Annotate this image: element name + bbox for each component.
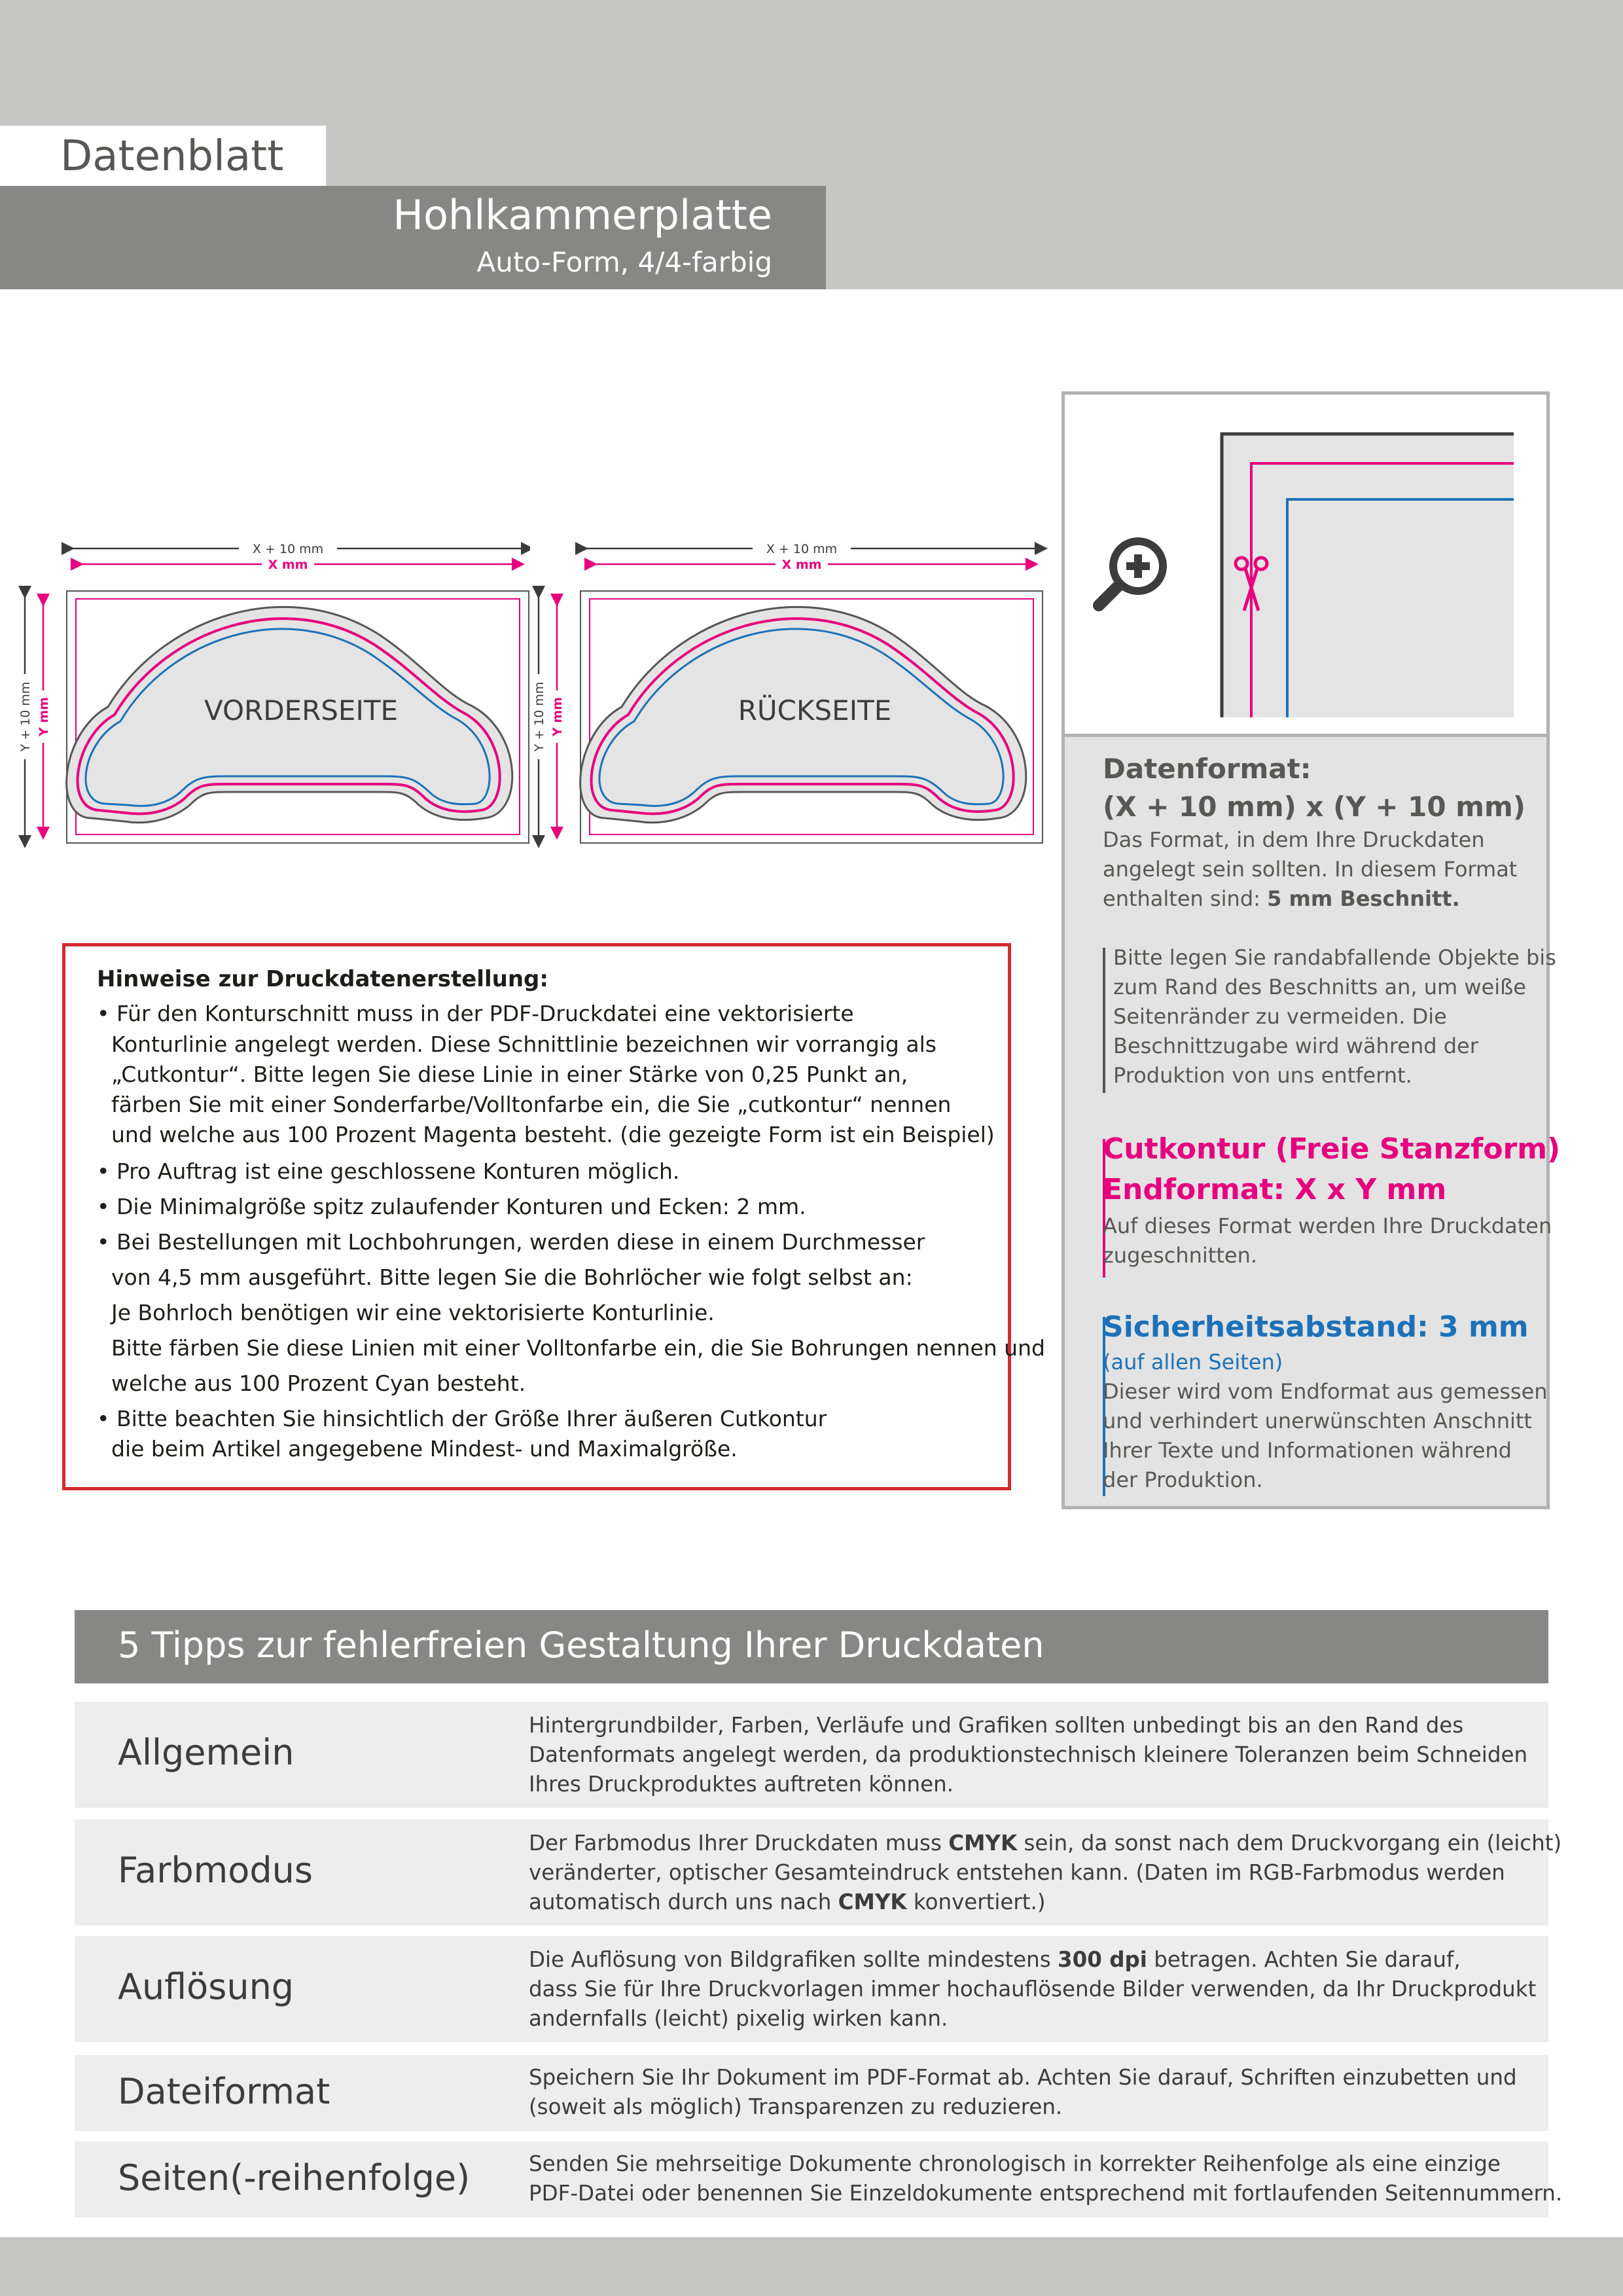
front-width-inner: X mm xyxy=(268,558,308,572)
print-hints-box xyxy=(62,943,1045,1490)
product-variant: Auto-Form, 4/4-farbig xyxy=(476,246,772,278)
back-width-outer: X + 10 mm xyxy=(766,542,838,556)
front-diagram xyxy=(13,530,530,851)
bleed-amount: 5 mm Beschnitt. xyxy=(1267,886,1460,911)
tip-row-allgemein xyxy=(75,1702,1548,1808)
front-diagram-svg xyxy=(13,530,530,851)
hint-line: • Bei Bestellungen mit Lochbohrungen, werden diese in einem Durchmesser xyxy=(97,1229,925,1255)
hint-line: Je Bohrloch benötigen wir eine vektorisierte Konturlinie. xyxy=(111,1300,715,1325)
hint-line: • Pro Auftrag ist eine geschlossene Konturen möglich. xyxy=(97,1158,680,1184)
safety-sub: (auf allen Seiten) xyxy=(1103,1350,1283,1374)
tip-label: Dateiformat xyxy=(118,2071,330,2112)
tip-row-farbmodus xyxy=(75,1820,1562,1926)
front-width-outer: X + 10 mm xyxy=(252,542,324,556)
safety-text: und verhindert unerwünschten Anschnitt xyxy=(1103,1408,1532,1433)
safety-text: der Produktion. xyxy=(1103,1467,1263,1492)
print-hints-title: Hinweise zur Druckdatenerstellung: xyxy=(97,966,548,992)
magnifier-plus-icon xyxy=(1099,537,1167,605)
datasheet-label: Datenblatt xyxy=(60,132,284,181)
tip-label: Allgemein xyxy=(118,1732,294,1773)
cut-contour-title: Cutkontur (Freie Stanzform) xyxy=(1103,1132,1561,1166)
bleed-bar xyxy=(1103,948,1105,1093)
footer-band xyxy=(0,2237,1623,2296)
data-format-title: Datenformat: xyxy=(1103,753,1311,785)
tip-text: Die Auflösung von Bildgrafiken sollte mindestens 300 dpi betragen. Achten Sie darauf, dass Sie für Ihre Druckvorlagen immer hochauflösende Bilder verwenden, da Ihr Druckprodukt andernfalls (leicht) pixelig wirken kann. xyxy=(529,1947,1537,2031)
tip-row-aufloesung xyxy=(75,1936,1548,2042)
tip-text: Hintergrundbilder, Farben, Verläufe und Grafiken sollten unbedingt bis an den Rand des Datenformats angelegt werden, da produktionstechnisch kleinere Toleranzen beim Schneiden Ihres Druckproduktes auftreten können. xyxy=(529,1713,1528,1797)
hint-line: die beim Artikel angegebene Mindest- und Maximalgröße. xyxy=(111,1436,738,1462)
tip-row-dateiformat xyxy=(75,2055,1548,2131)
safety-text: Dieser wird vom Endformat aus gemessen xyxy=(1103,1379,1548,1404)
hint-line: • Bitte beachten Sie hinsichtlich der Größe Ihrer äußeren Cutkontur xyxy=(97,1406,827,1431)
tip-label: Auflösung xyxy=(118,1966,294,2007)
back-width-inner: X mm xyxy=(781,558,822,572)
tip-text: Speichern Sie Ihr Dokument im PDF-Format ab. Achten Sie darauf, Schriften einzubetten und (soweit als möglich) Transparenzen zu reduzieren. xyxy=(529,2065,1517,2119)
info-panel xyxy=(1061,737,1561,1509)
back-diagram xyxy=(527,530,1050,851)
hint-line: • Die Minimalgröße spitz zulaufender Konturen und Ecken: 2 mm. xyxy=(97,1194,806,1219)
hint-line: „Cutkontur“. Bitte legen Sie diese Linie in einer Stärke von 0,25 Punkt an, xyxy=(111,1062,908,1087)
tips-header xyxy=(75,1610,1548,1683)
tip-label: Farbmodus xyxy=(118,1850,313,1891)
hint-line: von 4,5 mm ausgeführt. Bitte legen Sie die Bohrlöcher wie folgt selbst an: xyxy=(111,1265,913,1290)
tip-text: Senden Sie mehrseitige Dokumente chronologisch in korrekter Reihenfolge als eine einzige PDF-Datei oder benennen Sie Einzeldokumente entsprechend mit fortlaufenden Seitennummern. xyxy=(529,2151,1563,2206)
zoom-detail-panel xyxy=(1061,391,1550,737)
hint-line: Konturlinie angelegt werden. Diese Schnittlinie bezeichnen wir vorrangig als xyxy=(111,1031,936,1057)
hint-line: Bitte färben Sie diese Linien mit einer Volltonfarbe ein, die Sie Bohrungen nennen und xyxy=(111,1335,1045,1361)
tips-title: 5 Tipps zur fehlerfreien Gestaltung Ihrer Druckdaten xyxy=(118,1624,1044,1666)
bleed-text: Produktion von uns entfernt. xyxy=(1113,1063,1412,1088)
back-height-outer: Y + 10 mm xyxy=(532,681,546,752)
data-format-text: enthalten sind: 5 mm Beschnitt. xyxy=(1103,886,1460,911)
tip-label: Seiten(-reihenfolge) xyxy=(118,2157,471,2198)
datasheet-label-box xyxy=(0,126,326,186)
back-side-label: RÜCKSEITE xyxy=(738,694,892,726)
hint-line: färben Sie mit einer Sonderfarbe/Volltonfarbe ein, die Sie „cutkontur“ nennen xyxy=(111,1092,952,1117)
bleed-text: zum Rand des Beschnitts an, um weiße xyxy=(1113,975,1526,999)
front-side-label: VORDERSEITE xyxy=(204,694,399,726)
product-title-box xyxy=(0,186,826,289)
product-title: Hohlkammerplatte xyxy=(393,191,772,239)
data-format-size: (X + 10 mm) x (Y + 10 mm) xyxy=(1103,791,1525,823)
final-format-title: Endformat: X x Y mm xyxy=(1103,1173,1447,1206)
bleed-text: Beschnittzugabe wird während der xyxy=(1113,1033,1478,1058)
tip-text: Der Farbmodus Ihrer Druckdaten muss CMYK sein, da sonst nach dem Druckvorgang ein (leicht) veränderter, optischer Gesamteindruck entstehen kann. (Daten im RGB-Farbmodus werden automatisch durch uns nach CMYK konvertiert.) xyxy=(529,1831,1562,1914)
cut-text: zugeschnitten. xyxy=(1103,1243,1258,1268)
data-format-text: angelegt sein sollten. In diesem Format xyxy=(1103,857,1518,882)
hint-line: und welche aus 100 Prozent Magenta besteht. (die gezeigte Form ist ein Beispiel) xyxy=(111,1122,995,1147)
back-diagram-svg xyxy=(527,530,1050,851)
safety-text: Ihrer Texte und Informationen während xyxy=(1103,1438,1512,1463)
tip-row-seiten xyxy=(75,2142,1563,2217)
zoom-detail-svg xyxy=(1065,395,1546,737)
data-format-text: Das Format, in dem Ihre Druckdaten xyxy=(1103,827,1485,852)
front-height-inner: Y mm xyxy=(37,697,51,736)
hint-line: • Für den Konturschnitt muss in der PDF-Druckdatei eine vektorisierte xyxy=(97,1001,854,1026)
hint-line: welche aus 100 Prozent Cyan besteht. xyxy=(111,1371,526,1396)
front-height-outer: Y + 10 mm xyxy=(18,681,33,752)
bleed-text: Bitte legen Sie randabfallende Objekte bis xyxy=(1113,945,1556,970)
back-height-inner: Y mm xyxy=(550,697,565,736)
safety-title: Sicherheitsabstand: 3 mm xyxy=(1103,1310,1529,1344)
cut-text: Auf dieses Format werden Ihre Druckdaten xyxy=(1103,1213,1552,1238)
bleed-text: Seitenränder zu vermeiden. Die xyxy=(1113,1004,1447,1029)
